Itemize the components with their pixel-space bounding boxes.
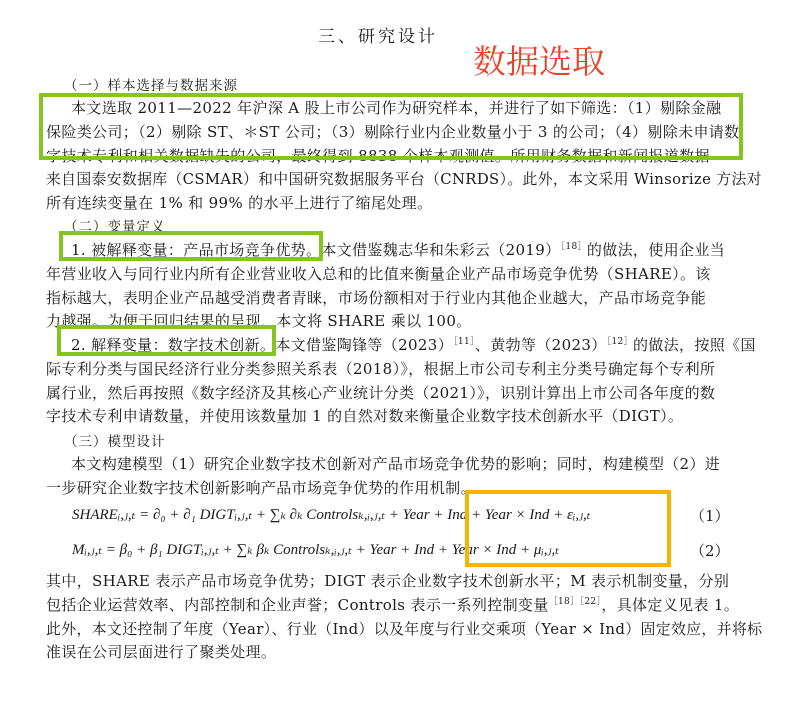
para5-line2	[46, 594, 739, 615]
equation-1-number: （1）	[690, 507, 730, 525]
para1-line1: 本文选取 2011—2022 年沪深 A 股上市公司作为研究样本，并进行了如下筛选：（1）剔除金融	[71, 99, 722, 117]
para3-line1-text: 2. 解释变量：数字技术创新。本文借鉴陶锋等（2023）	[71, 336, 454, 354]
para4-line1: 本文构建模型（1）研究企业数字技术创新对产品市场竞争优势的影响；同时，构建模型（2）进	[71, 455, 721, 473]
citation-18-22: ［18］［22］	[548, 597, 602, 607]
para3-line1-tail: 的做法，按照《国	[632, 336, 756, 354]
highlight-sample-selection	[39, 93, 743, 160]
para1-line2: 保险类公司；（2）剔除 ST、＊ST 公司；（3）剔除行业内企业数量小于 3 的公司；（4）剔除未申请数	[46, 123, 740, 141]
para1-line5: 所有连续变量在 1% 和 99% 的水平上进行了缩尾处理。	[46, 194, 433, 212]
equation-1: SHAREᵢ,ⱼ,ₜ = ∂₀ + ∂₁ DIGTᵢ,ⱼ,ₜ + ∑ₖ ∂ₖ Controlsₖ,ᵢ,ⱼ,ₜ + Year + Ind + Year × Ind + εᵢ,ⱼ,ₜ	[72, 507, 591, 523]
para3-line4: 字技术专利申请数量，并使用该数量加 1 的自然对数来衡量企业数字技术创新水平（DIGT）。	[46, 407, 684, 425]
para2-line2: 年营业收入与同行业内所有企业营业收入总和的比值来衡量企业产品市场竞争优势（SHARE）。该	[46, 265, 711, 283]
subsection-variables: （二）变量定义	[64, 219, 166, 235]
equation-2-number: （2）	[690, 542, 730, 560]
section-title: 三、研究设计	[318, 27, 438, 47]
equation-2: Mᵢ,ⱼ,ₜ = β₀ + β₁ DIGTᵢ,ⱼ,ₜ + ∑ₖ βₖ Controlsₖ,ᵢ,ⱼ,ₜ + Year + Ind + Year × Ind + μᵢ,ⱼ,ₜ	[72, 542, 559, 558]
para2-line4: 力越强。为便于回归结果的呈现，本文将 SHARE 乘以 100。	[46, 312, 472, 330]
para5-line4: 准误在公司层面进行了聚类处理。	[46, 643, 277, 661]
subsection-model: （三）模型设计	[64, 434, 166, 450]
para5-line3: 此外，本文还控制了年度（Year）、行业（Ind）以及年度与行业交乘项（Year × Ind）固定效应，并将标	[46, 620, 763, 638]
para5-line2-tail: ，具体定义见表 1。	[601, 596, 740, 614]
para3-line1-mid: 、黄勃等（2023）	[474, 336, 607, 354]
subsection-sample: （一）样本选择与数据来源	[64, 78, 238, 94]
annotation-label: 数据选取	[473, 42, 605, 81]
para2-line1-text: 1. 被解释变量：产品市场竞争优势。本文借鉴魏志华和朱彩云（2019）	[71, 241, 561, 259]
para5-line2-text: 包括企业运营效率、内部控制和企业声誉；Controls 表示一系列控制变量	[46, 596, 549, 614]
para2-line3: 指标越大，表明企业产品越受消费者青睐，市场份额相对于行业内其他企业越大，产品市场竞争能	[46, 289, 707, 307]
para3-line2: 际专利分类与国民经济行业分类参照关系表（2018）》，根据上市公司专利主分类号确定每个专利所	[46, 360, 716, 378]
highlight-explanatory-variable	[57, 325, 276, 356]
citation-12: ［12］	[606, 337, 633, 347]
citation-11: ［11］	[453, 337, 475, 347]
para4-line2: 一步研究企业数字技术创新影响产品市场竞争优势的作用机制。	[46, 479, 476, 497]
citation-18: ［18］	[560, 242, 587, 252]
para5-line1: 其中，SHARE 表示产品市场竞争优势；DIGT 表示企业数字技术创新水平；M 表示机制变量，分别	[46, 572, 730, 590]
highlight-dependent-variable	[59, 231, 323, 261]
highlight-fixed-effects	[465, 490, 671, 567]
para2-line1-tail: 的做法，使用企业当	[586, 241, 726, 259]
para3-line3: 属行业，然后再按照《数字经济及其核心产业统计分类（2021）》，识别计算出上市公司各年度的数	[46, 384, 716, 402]
para1-line4: 来自国泰安数据库（CSMAR）和中国研究数据服务平台（CNRDS）。此外，本文采用 Winsorize 方法对	[46, 170, 762, 188]
para1-line3: 字技术专利和相关数据缺失的公司，最终得到 8838 个样本观测值。所用财务数据和新闻报道数据	[46, 147, 710, 165]
